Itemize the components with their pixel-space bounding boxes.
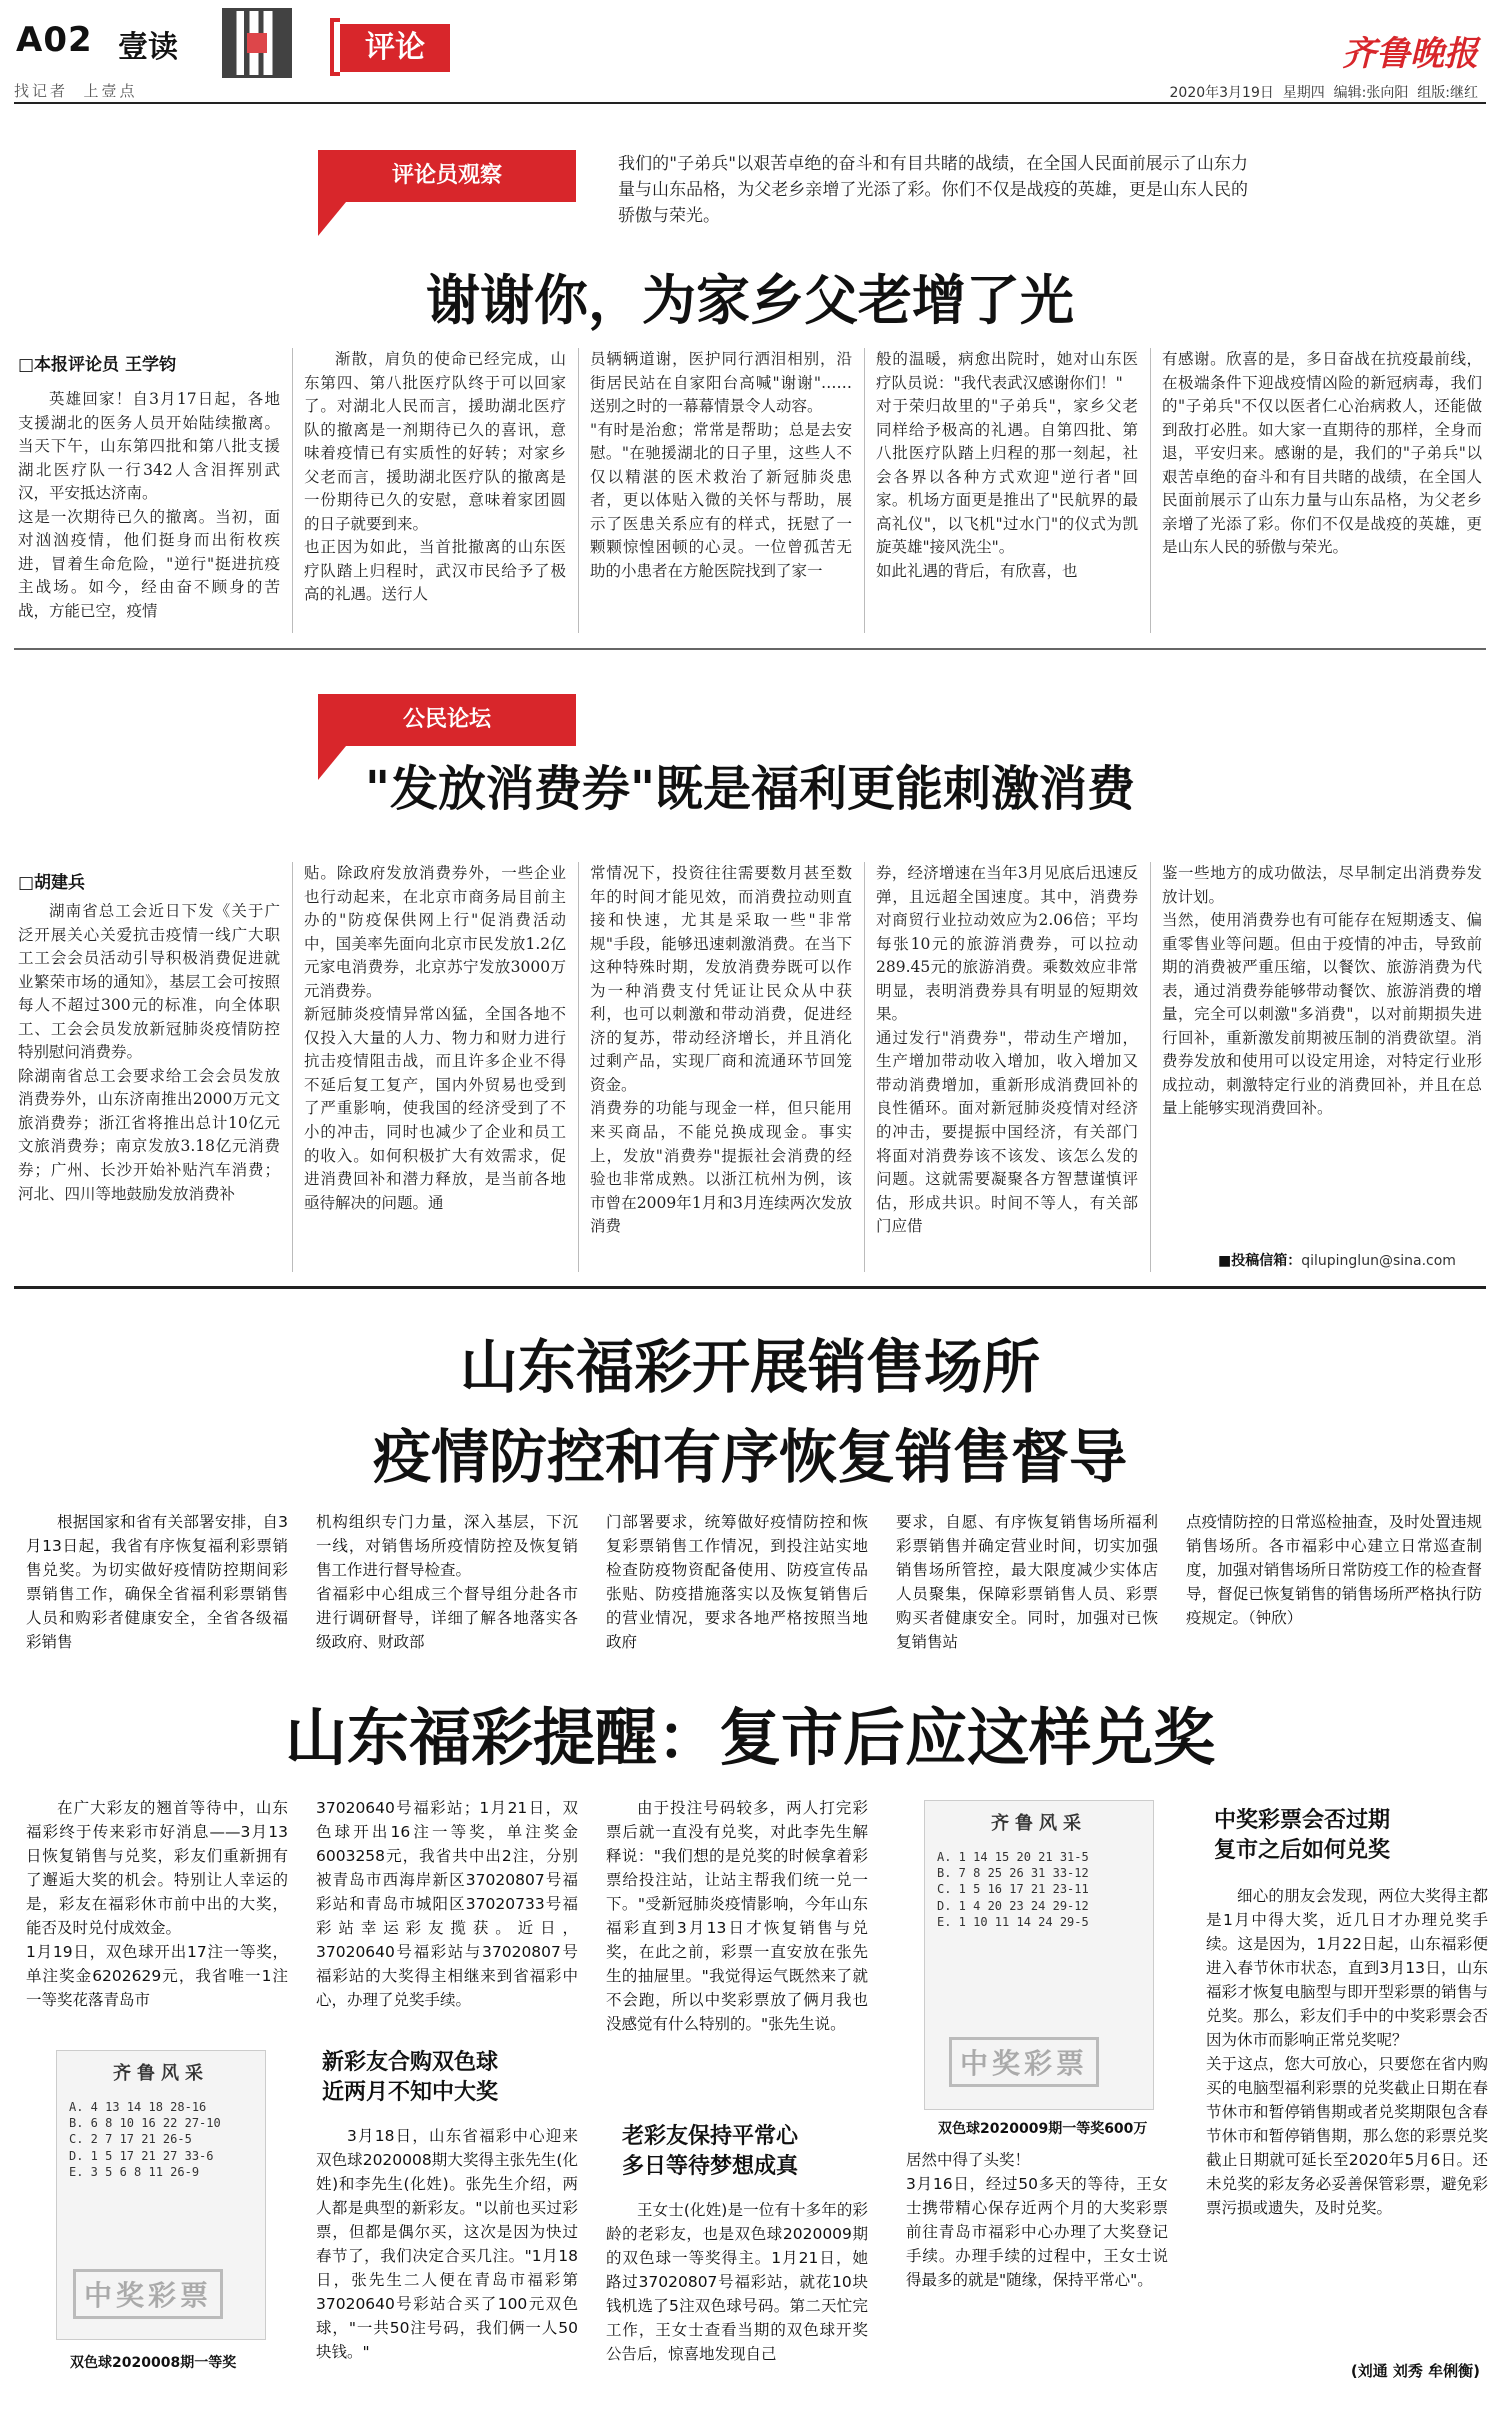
article2-column-5 [1162,862,1482,1234]
article2-column-1 [18,900,280,1280]
article3-column-4-text: 要求，自愿、有序恢复销售场所福利彩票销售并确定营业时间，切实加强销售场所管控，最大限度减少实体店人员聚集，保障彩票销售人员、彩票购买者健康安全。同时，加强对已恢复销售站 [896,1513,1158,1652]
contact-label: ■投稿信箱： [1218,1253,1302,1269]
lottery-ticket-photo-left [56,2050,266,2340]
article4-title: 山东福彩提醒：复市后应这样兑奖 [284,1701,1215,1774]
ticket-header: 齐鲁风采 [113,2063,209,2084]
article1-column-3 [590,348,852,638]
article1-deck: 我们的"子弟兵"以艰苦卓绝的奋斗和有目共睹的战绩，在全国人民面前展示了山东力量与山东品格，为父老乡亲增了光添了彩。你们不仅是战疫的英雄，更是山东人民的骄傲与荣光。 [618,154,1248,226]
divider [864,862,865,1272]
article4-column-3a-text: 由于投注号码较多，两人打完彩票后就一直没有兑奖，对此李先生解释说："我们想的是兑奖的时候拿着彩票给投注站，让站主帮我们统一兑一下。"受新冠肺炎疫情影响，今年山东福彩直到3月13日才恢复销售与兑奖，在此之前，彩票一直安放在张先生的抽屉里。"我觉得运气既然来了就不会跑，所以中奖彩票放了俩月我也没感觉有什么特别的。"张先生说。 [606,1799,868,2034]
article2-title: "发放消费券"既是福利更能刺激消费 [364,761,1136,817]
masthead-divider [14,102,1486,104]
caption-left: 双色球2020008期一等奖 [70,2355,237,2371]
article3-column-4 [896,1510,1158,1658]
article1-tag: 评论员观察 [318,150,576,202]
article3-title-line-2: 疫情防控和有序恢复销售督导 [372,1423,1127,1491]
article4-column-2a [316,1796,578,2026]
article3-column-2-text: 机构组织专门力量，深入基层，下沉一线，对销售场所疫情防控及恢复销售工作进行督导检查。 省福彩中心组成三个督导组分赴各市进行调研督导，详细了解各地落实各级政府、财政部 [316,1513,578,1652]
divider [1150,348,1151,633]
ticket-header: 齐鲁风采 [991,1813,1087,1834]
article4-column-1 [26,1796,288,2036]
article1-title: 谢谢你，为家乡父老增了光 [426,269,1074,332]
qr-code-icon[interactable] [222,8,292,78]
article4-column-2a-text: 37020640号福彩站；1月21日，双色球开出16注一等奖，单注奖金6003258元，我省共中出2注，分别被青岛市西海岸新区37020807号福彩站和青岛市城阳区37020733号福彩站幸运彩友揽获。近日，37020640号福彩站与37020807号福彩站的大奖得主相继来到省福彩中心，办理了兑奖手续。 [316,1799,578,2010]
divider [864,348,865,633]
divider [1150,862,1151,1272]
article4-column-3a [606,1796,868,2064]
article1-column-5 [1162,348,1482,638]
article4-column-3b [606,2198,868,2396]
newspaper-logo: 齐鲁晚报 [1342,34,1478,74]
subhead-2: 老彩友保持平常心 多日等待梦想成真 [622,2124,799,2179]
article2-column-4-text: 券，经济增速在当年3月见底后迅速反弹，且远超全国速度。其中，消费券对商贸行业拉动效应为2.06倍；平均每张10元的旅游消费券，可以拉动289.45元的旅游消费。乘数效应非常明显，表明消费券具有明显的短期效果。 通过发行"消费券"，带动生产增加，生产增加带动收入增加，收入增加又带动消费增加，重新形成消费回补的良性循环。面对新冠肺炎疫情对经济的冲击，要提振中国经济，有关部门将面对消费券该不该发、该怎么发的问题。这就需要凝聚各方智慧谨慎评估，形成共识。时间不等人，有关部门应借 [876,864,1138,1236]
article3-column-5 [1186,1510,1482,1658]
article1-column-1 [18,388,280,638]
article4-column-1-text: 在广大彩友的翘首等待中，山东福彩终于传来彩市好消息——3月13日恢复销售与兑奖，彩友们重新拥有了邂逅大奖的机会。特别让人幸运的是，彩友在福彩休市前中出的大奖，能否及时兑付成效金。 1月19日，双色球开出17注一等奖，单注奖金6202629元，我省唯一1注一等奖花落青岛市 [26,1799,288,2010]
tab-comment[interactable]: 评论 [340,24,450,72]
qr-caption: 找记者 上壹点 [14,82,138,100]
article2-tag: 公民论坛 [318,694,576,746]
ticket-numbers: A. 1 14 15 20 21 31-5 B. 7 8 25 26 31 33-12 C. 1 5 16 17 21 23-11 D. 1 4 20 23 24 29-12 E. 1 10 11 14 24 29-5 [937,1850,1089,1929]
article3-column-2 [316,1510,578,1658]
article3-column-1-text: 根据国家和省有关部署安排，自3月13日起，我省有序恢复福利彩票销售兑奖。为切实做好疫情防控期间彩票销售工作，确保全省福利彩票销售人员和购彩者健康安全，全省各级福彩销售 [26,1513,288,1652]
article2-column-5-text: 鉴一些地方的成功做法，尽早制定出消费券发放计划。 当然，使用消费券也有可能存在短期透支、偏重零售业等问题。但由于疫情的冲击，导致前期的消费被严重压缩，以餐饮、旅游消费为代表，通过消费券能够带动餐饮、旅游消费的增量，完全可以刺激"多消费"，以对前期损失进行回补，重新激发前期被压制的消费欲望。消费券发放和使用可以设定用途，对特定行业形成拉动，刺激特定行业的消费回补，并且在总量上能够实现消费回补。 [1162,864,1482,1118]
article2-column-2-text: 贴。除政府发放消费券外，一些企业也行动起来，在北京市商务局目前主办的"防疫保供网上行"促消费活动中，国美率先面向北京市民发放1.2亿元家电消费券，北京苏宁发放3000万元消费券。 新冠肺炎疫情异常凶猛，全国各地不仅投入大量的人力、物力和财力进行抗击疫情阻击战，而且许多企业不得不延后复工复产，国内外贸易也受到了严重影响，使我国的经济受到了不小的冲击，同时也减少了企业和员工的收入。如何积极扩大有效需求，促进消费回补和潜力释放，是当前各地亟待解决的问题。通 [304,864,566,1212]
subhead-3: 中奖彩票会否过期 复市之后如何兑奖 [1214,1808,1391,1863]
page-number: A02 [16,20,93,60]
section-rule [14,648,1486,650]
tab-bracket [330,18,340,76]
article4-column-5 [1206,1884,1488,2350]
divider [578,348,579,633]
article4-column-3b-text: 王女士(化姓)是一位有十多年的彩龄的老彩友，也是双色球2020009期的双色球一等奖得主。1月21日，她路过37020807号福彩站，就花10块钱机选了5注双色球号码。第二天忙完工作，王女士查看当期的双色球开奖公告后，惊喜地发现自己 [606,2201,868,2364]
article2-byline: □胡建兵 [18,873,86,893]
caption-right: 双色球2020009期一等奖600万 [938,2121,1148,2137]
article2-column-3 [590,862,852,1278]
winning-stamp: 中奖彩票 [73,2269,223,2319]
section-name: 壹读 [118,30,178,65]
article1-column-3-text: 员辆辆道谢，医护同行洒泪相别，沿街居民站在自家阳台高喊"谢谢"……送别之时的一幕幕情景令人动容。 "有时是治愈；常常是帮助；总是去安慰。"在驰援湖北的日子里，这些人不仅以精湛的医术救治了新冠肺炎患者，更以体贴入微的关怀与帮助，展示了医患关系应有的样式，抚慰了一颗颗惊惶困顿的心灵。一位曾孤苦无助的小患者在方舱医院找到了家一 [590,350,852,580]
article1-byline: □本报评论员 王学钧 [18,355,176,375]
article1-column-2 [304,348,566,638]
ticket-numbers: A. 4 13 14 18 28-16 B. 6 8 10 16 22 27-10 C. 2 7 17 21 26-5 D. 1 5 17 21 27 33-6 E. 3 5 6 8 11 26-9 [69,2100,221,2179]
article3-column-3-text: 门部署要求，统筹做好疫情防控和恢复彩票销售工作情况，到投注站实地检查防疫物资配备使用、防疫宣传品张贴、防疫措施落实以及恢复销售后的营业情况，要求各地严格按照当地政府 [606,1513,868,1652]
divider [292,348,293,633]
divider [578,862,579,1272]
page-meta: 2020年3月19日 星期四 编辑:张向阳 组版:继红 [1169,85,1478,101]
section-rule [14,1286,1486,1289]
article1-tag-notch [318,202,346,236]
lottery-ticket-photo-right [924,1800,1154,2110]
article3-column-1 [26,1510,288,1658]
article1-column-4 [876,348,1138,638]
article4-column-5-text: 细心的朋友会发现，两位大奖得主都是1月中得大奖，近几日才办理兑奖手续。这是因为，1月22日起，山东福彩便进入春节休市状态，直到3月13日，山东福彩才恢复电脑型与即开型彩票的销售与兑奖。那么，彩友们手中的中奖彩票会否因为休市而影响正常兑奖呢？ 关于这点，您大可放心，只要您在省内购买的电脑型福利彩票的兑奖截止日期在春节休市和暂停销售期或者兑奖期限包含春节休市和暂停销售期，那么您的彩票兑奖截止日期就可延长至2020年5月6日。还未兑奖的彩友务必妥善保管彩票，避免彩票污损或遗失，及时兑奖。 [1206,1887,1488,2218]
article2-column-1-text: 湖南省总工会近日下发《关于广泛开展关心关爱抗击疫情一线广大职工工会会员活动引导积极消费促进就业繁荣市场的通知》，基层工会可按照每人不超过300元的标准，向全体职工、工会会员发放新冠肺炎疫情防控特别慰问消费券。 除湖南省总工会要求给工会会员发放消费券外，山东济南推出2000万元文旅消费券；浙江省将推出总计10亿元文旅消费券；南京发放3.18亿元消费券；广州、长沙开始补贴汽车消费；河北、四川等地鼓励发放消费补 [18,902,280,1203]
article4-column-2b-text: 3月18日，山东省福彩中心迎来双色球2020008期大奖得主张先生(化姓)和李先生(化姓)。张先生介绍，两人都是典型的新彩友。"以前也买过彩票，但都是偶尔买，这次是因为快过春节了，我们决定合买几注。"1月18日，张先生二人便在青岛市福彩第37020640号彩站合买了100元双色球，"一共50注号码，我们俩一人50块钱。" [316,2127,578,2362]
article1-column-4-text: 般的温暖，病愈出院时，她对山东医疗队员说："我代表武汉感谢你们！" 对于荣归故里的"子弟兵"，家乡父老同样给予极高的礼遇。自第四批、第八批医疗队踏上归程的那一刻起，社会各界以各种方式欢迎"逆行者"回家。机场方面更是推出了"民航界的最高礼仪"，以飞机"过水门"的仪式为凯旋英雄"接风洗尘"。 如此礼遇的背后，有欣喜，也 [876,350,1138,580]
article2-column-4 [876,862,1138,1278]
article4-column-4 [906,2148,1168,2396]
article4-signature: (刘通 刘秀 牟俐衡) [1350,2362,1480,2380]
article2-column-2 [304,862,566,1278]
article2-column-3-text: 常情况下，投资往往需要数月甚至数年的时间才能见效，而消费拉动则直接和快速，尤其是采取一些"非常规"手段，能够迅速刺激消费。在当下这种特殊时期，发放消费券既可以作为一种消费支付凭证让民众从中获利，也可以刺激和带动消费，促进经济的复苏，带动经济增长，并且消化过剩产品，实现厂商和流通环节回笼资金。 消费券的功能与现金一样，但只能用来买商品，不能兑换成现金。事实上，发放"消费券"提振社会消费的经验也非常成熟。以浙江杭州为例，该市曾在2009年1月和3月连续两次发放消费 [590,864,852,1236]
winning-stamp: 中奖彩票 [949,2037,1099,2087]
article1-column-1-text: 英雄回家！自3月17日起，各地支援湖北的医务人员开始陆续撤离。当天下午，山东第四批和第八批支援湖北医疗队一行342人含泪挥别武汉，平安抵达济南。 这是一次期待已久的撤离。当初，面对汹汹疫情，他们挺身而出衔枚疾进，冒着生命危险，"逆行"挺进抗疫主战场。如今，经由奋不顾身的苦战，方能已空，疫情 [18,390,280,620]
contact-email[interactable]: qilupinglun@sina.com [1301,1253,1456,1269]
article3-title-line-1: 山东福彩开展销售场所 [459,1333,1040,1401]
subhead-1: 新彩友合购双色球 近两月不知中大奖 [322,2050,499,2105]
contact-line [1218,1250,1456,1270]
article4-column-2b [316,2124,578,2396]
article3-column-3 [606,1510,868,1658]
article1-column-5-text: 有感谢。欣喜的是，多日奋战在抗疫最前线，在极端条件下迎战疫情凶险的新冠病毒，我们的"子弟兵"不仅以医者仁心治病救人，还能做到敌打必胜。如大家一直期待的那样，全身而退，平安归来。感谢的是，我们的"子弟兵"以艰苦卓绝的奋斗和有目共睹的战绩，在全国人民面前展示了山东力量与山东品格，为父老乡亲增了光添了彩。你们不仅是战疫的英雄，更是山东人民的骄傲与荣光。 [1162,350,1482,557]
article3-column-5-text: 点疫情防控的日常巡检抽查，及时处置违规销售场所。各市福彩中心建立日常巡查制度，加强对销售场所日常防疫工作的检查督导，督促已恢复销售的销售场所严格执行防疫规定。（钟欣） [1186,1513,1482,1628]
article1-column-2-text: 渐散，肩负的使命已经完成，山东第四、第八批医疗队终于可以回家了。对湖北人民而言，援助湖北医疗队的撤离是一剂期待已久的喜讯，意味着疫情已有实质性的好转；对家乡父老而言，援助湖北医疗队的撤离是一份期待已久的安慰，意味着家团圆的日子就要到来。 也正因为如此，当首批撤离的山东医疗队踏上归程时，武汉市民给予了极高的礼遇。送行人 [304,350,566,604]
article4-column-4-text: 居然中得了头奖！ 3月16日，经过50多天的等待，王女士携带精心保存近两个月的大奖彩票前往青岛市福彩中心办理了大奖登记手续。办理手续的过程中，王女士说得最多的就是"随缘，保持平常心"。 [906,2151,1168,2290]
divider [292,862,293,1272]
